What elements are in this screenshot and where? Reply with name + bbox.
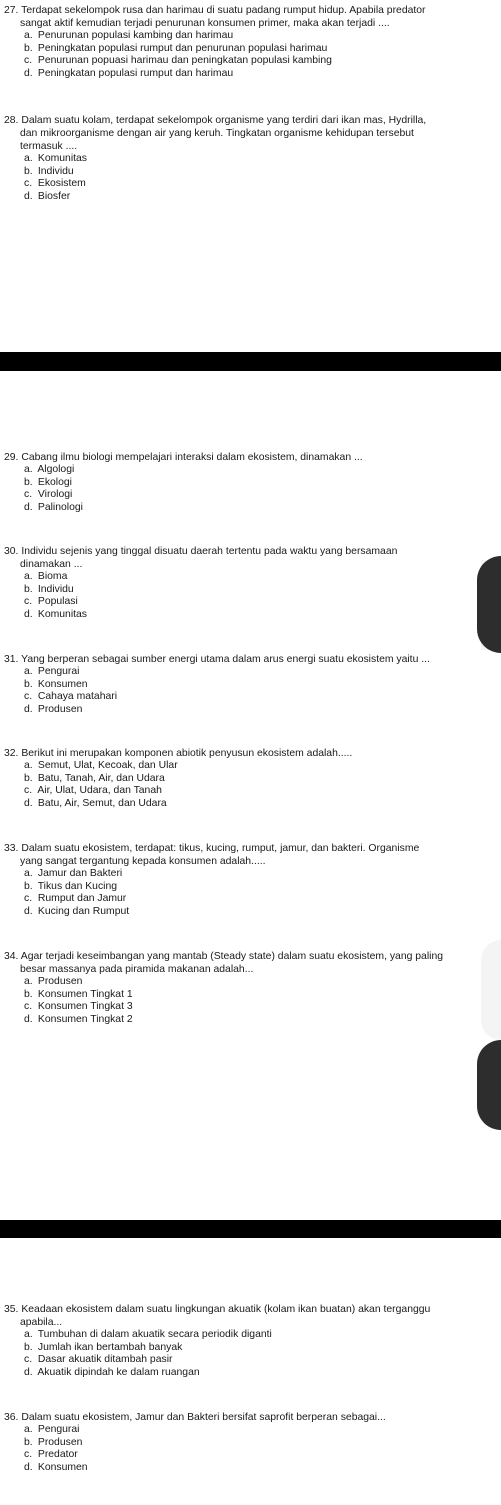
- answer-option-c[interactable]: c. Penurunan popuasi harimau dan peningkatan populasi kambing: [24, 55, 332, 67]
- answer-option-a[interactable]: a. Pengurai: [24, 1424, 80, 1435]
- answer-option-c[interactable]: c. Predator: [24, 1449, 78, 1461]
- question-stem-continued: besar massanya pada piramida makanan adalah...: [20, 964, 254, 975]
- answer-option-d[interactable]: d. Palinologi: [24, 501, 83, 513]
- page-separator-bar: [0, 352, 501, 371]
- question-29: [4, 451, 501, 514]
- answer-option-a[interactable]: a. Bioma: [24, 571, 68, 582]
- question-stem: 36. Dalam suatu ekosistem, Jamur dan Bakteri bersifat saprofit berperan sebagai...: [4, 1412, 386, 1423]
- question-stem: 30. Individu sejenis yang tinggal disuatu daerah tertentu pada waktu yang bersamaan: [4, 546, 398, 557]
- answer-option-d[interactable]: d. Batu, Air, Semut, dan Udara: [24, 797, 167, 809]
- answer-option-a[interactable]: a. Tumbuhan di dalam akuatik secara periodik diganti: [24, 1329, 272, 1340]
- answer-option-c[interactable]: c. Rumput dan Jamur: [24, 893, 127, 905]
- answer-option-c[interactable]: c. Ekosistem: [24, 178, 86, 190]
- question-33: [4, 842, 501, 918]
- question-stem-continued: apabila...: [20, 1317, 63, 1328]
- question-stem: 31. Yang berperan sebagai sumber energi utama dalam arus energi suatu ekosistem yaitu ...: [4, 654, 430, 665]
- answer-option-a[interactable]: a. Komunitas: [24, 153, 87, 164]
- answer-option-d[interactable]: d. Konsumen: [24, 1461, 88, 1473]
- answer-option-c[interactable]: c. Air, Ulat, Udara, dan Tanah: [24, 785, 162, 797]
- question-stem: 27. Terdapat sekelompok rusa dan harimau di suatu padang rumput hidup. Apabila predator: [4, 5, 426, 16]
- answer-option-b[interactable]: b. Peningkatan populasi rumput dan penurunan populasi harimau: [24, 42, 328, 54]
- answer-option-c[interactable]: c. Virologi: [24, 489, 73, 501]
- question-32: [4, 747, 501, 810]
- answer-option-a[interactable]: a. Semut, Ulat, Kecoak, dan Ular: [24, 760, 178, 771]
- question-stem-continued: termasuk ....: [20, 141, 78, 152]
- question-stem: 28. Dalam suatu kolam, terdapat sekelompok organisme yang terdiri dari ikan mas, Hydrilla,: [4, 115, 427, 126]
- question-stem-continued: sangat aktif kemudian terjadi penurunan konsumen primer, maka akan terjadi ....: [20, 18, 390, 29]
- answer-option-a[interactable]: a. Penurunan populasi kambing dan harimau: [24, 30, 234, 41]
- answer-option-d[interactable]: d. Peningkatan populasi rumput dan harimau: [24, 67, 234, 79]
- question-30: [4, 545, 501, 621]
- question-stem: 33. Dalam suatu ekosistem, terdapat: tikus, kucing, rumput, jamur, dan bakteri. Organisme: [4, 843, 420, 854]
- answer-option-c[interactable]: c. Populasi: [24, 596, 78, 608]
- side-panel-handle[interactable]: [477, 1040, 501, 1130]
- question-stem-continued: dan mikroorganisme dengan air yang keruh. Tingkatan organisme kehidupan tersebut: [20, 128, 414, 139]
- answer-option-c[interactable]: c. Dasar akuatik ditambah pasir: [24, 1354, 173, 1366]
- answer-option-b[interactable]: b. Jumlah ikan bertambah banyak: [24, 1341, 183, 1353]
- question-31: [4, 653, 501, 716]
- answer-option-c[interactable]: c. Konsumen Tingkat 3: [24, 1001, 133, 1013]
- answer-option-d[interactable]: d. Produsen: [24, 703, 83, 715]
- answer-option-a[interactable]: a. Algologi: [24, 464, 75, 475]
- answer-option-b[interactable]: b. Individu: [24, 583, 74, 595]
- question-34: [4, 950, 501, 1026]
- question-35: [4, 1303, 501, 1379]
- question-stem: 35. Keadaan ekosistem dalam suatu lingkungan akuatik (kolam ikan buatan) akan terganggu: [4, 1304, 431, 1315]
- answer-option-d[interactable]: d. Akuatik dipindah ke dalam ruangan: [24, 1366, 200, 1378]
- answer-option-b[interactable]: b. Ekologi: [24, 476, 72, 488]
- answer-option-a[interactable]: a. Produsen: [24, 976, 83, 987]
- answer-option-d[interactable]: d. Kucing dan Rumput: [24, 905, 130, 917]
- answer-option-d[interactable]: d. Biosfer: [24, 190, 71, 202]
- answer-option-c[interactable]: c. Cahaya matahari: [24, 691, 118, 703]
- page-separator-bar: [0, 1220, 501, 1238]
- question-stem-continued: dinamakan ...: [20, 559, 83, 570]
- answer-option-d[interactable]: d. Konsumen Tingkat 2: [24, 1013, 133, 1025]
- question-stem-continued: yang sangat tergantung kepada konsumen adalah.....: [20, 856, 266, 867]
- question-28: [4, 114, 501, 203]
- answer-option-d[interactable]: d. Komunitas: [24, 608, 87, 620]
- question-stem: 34. Agar terjadi keseimbangan yang mantab (Steady state) dalam suatu ekosistem, yang paling: [4, 951, 443, 962]
- answer-option-b[interactable]: b. Konsumen: [24, 678, 88, 690]
- answer-option-a[interactable]: a. Pengurai: [24, 666, 80, 677]
- answer-option-b[interactable]: b. Konsumen Tingkat 1: [24, 988, 133, 1000]
- question-stem: 29. Cabang ilmu biologi mempelajari interaksi dalam ekosistem, dinamakan ...: [4, 452, 363, 463]
- question-stem: 32. Berikut ini merupakan komponen abiotik penyusun ekosistem adalah.....: [4, 748, 353, 759]
- answer-option-a[interactable]: a. Jamur dan Bakteri: [24, 868, 123, 879]
- question-36: [4, 1411, 501, 1474]
- question-27: [4, 4, 501, 80]
- answer-option-b[interactable]: b. Batu, Tanah, Air, dan Udara: [24, 772, 165, 784]
- answer-option-b[interactable]: b. Tikus dan Kucing: [24, 880, 118, 892]
- answer-option-b[interactable]: b. Individu: [24, 165, 74, 177]
- answer-option-b[interactable]: b. Produsen: [24, 1436, 83, 1448]
